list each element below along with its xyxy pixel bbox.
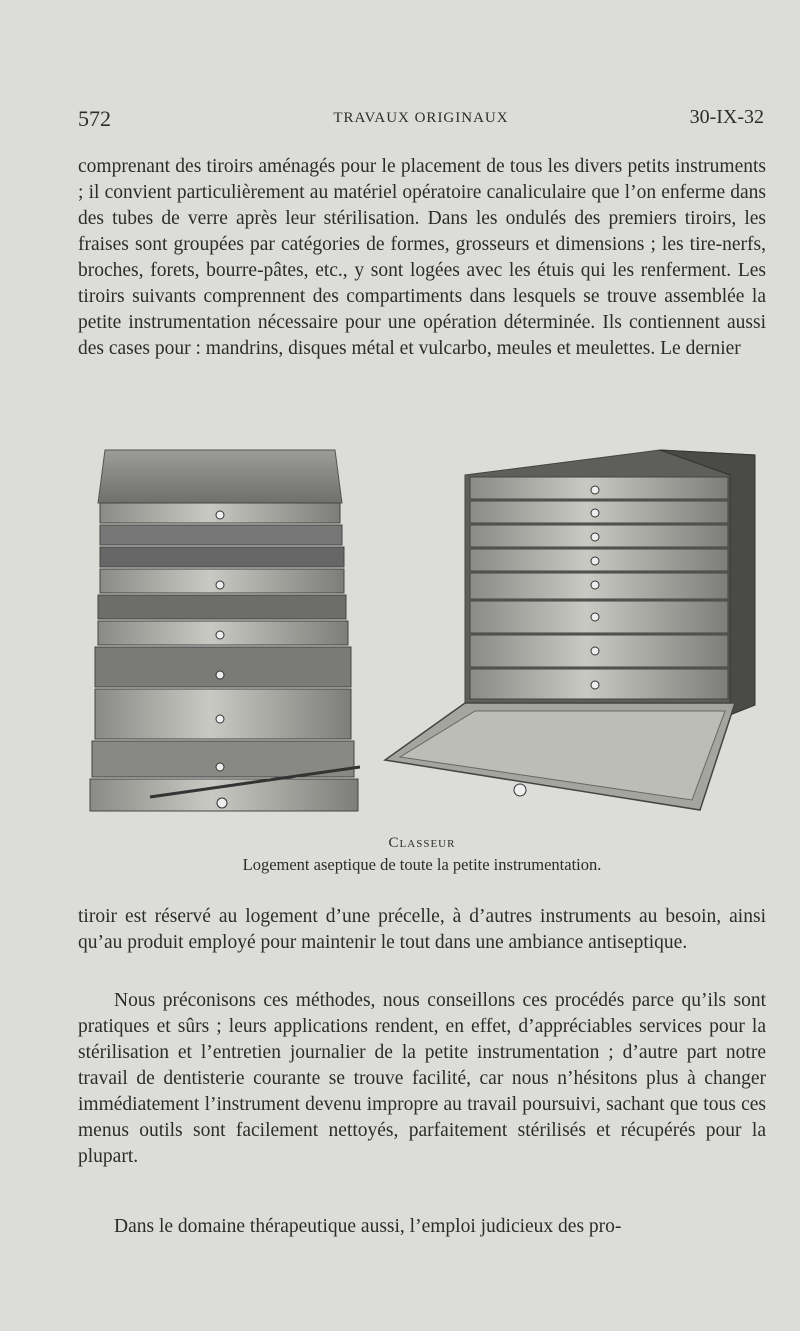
- page-number: 572: [78, 106, 111, 131]
- figure-caption-title: Classeur: [388, 835, 456, 851]
- running-header: [78, 104, 764, 136]
- issue-date: 30-IX-32: [689, 106, 764, 128]
- left-cabinet: [90, 450, 360, 811]
- paragraph: tiroir est réservé au logement d’une précelle, à d’autres instruments au besoin, ainsi qu’au produit employé pour maintenir le tout dans une ambiance antiseptique.: [78, 906, 766, 953]
- cabinet-illustration: [80, 435, 770, 825]
- paragraph: Dans le domaine thérapeutique aussi, l’emploi judicieux des pro-: [114, 1216, 622, 1237]
- paragraph: Nous préconisons ces méthodes, nous conseillons ces procédés parce qu’ils sont pratiques et sûrs ; leurs applications rendent, en effet, d’appréciables services pour la stérilisation et l’entretien journalier de la petite instrumentation ; d’autre part notre travail de dentisterie courante se trouve facilité, car nous n’hésitons plus à changer immédiatement l’instrument devenu impropre au travail poursuivi, sachant que tous ces menus outils sont facilement nettoyés, parfaitement stérilisés et récupérés pour la plupart.: [78, 990, 766, 1167]
- right-cabinet: [385, 450, 755, 810]
- paragraph: comprenant des tiroirs aménagés pour le placement de tous les divers petits instruments ; il convient particulièrement au matériel opératoire canaliculaire que l’on enferme dans des tubes de verre après leur stérilisation. Dans les ondulés des premiers tiroirs, les fraises sont groupées par catégories de formes, grosseurs et dimensions ; les tire-nerfs, broches, forets, bourre-pâtes, etc., y sont logées avec les étuis qui les renferment. Les tiroirs suivants comprennent des compartiments dans lesquels se trouve assemblée la petite instrumentation nécessaire pour une opération déterminée. Ils contiennent aussi des cases pour : mandrins, disques métal et vulcarbo, meules et meulettes. Le dernier: [78, 156, 766, 359]
- figure-photo: [80, 435, 770, 825]
- figure-caption-text: Logement aseptique de toute la petite instrumentation.: [242, 855, 602, 874]
- running-title: TRAVAUX ORIGINAUX: [333, 110, 509, 126]
